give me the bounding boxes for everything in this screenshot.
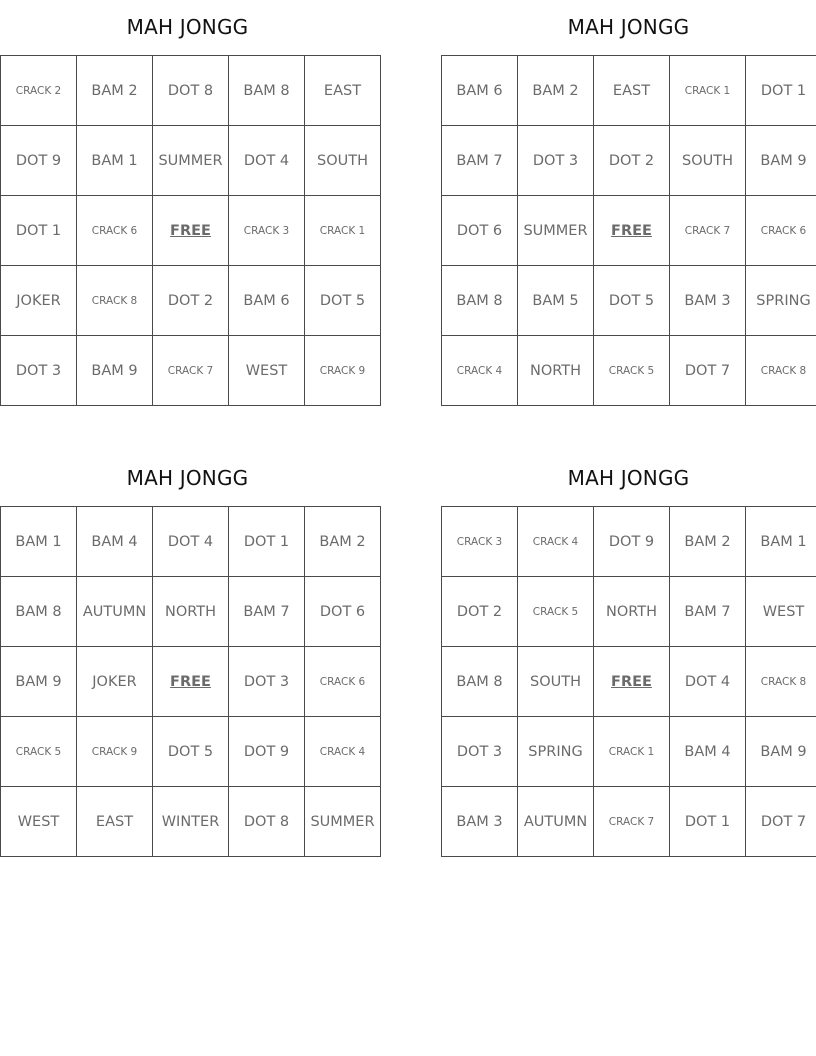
tile-cell: DOT 6 xyxy=(442,196,518,266)
tile-cell: NORTH xyxy=(153,577,229,647)
tile-cell: DOT 1 xyxy=(1,196,77,266)
tile-cell: SOUTH xyxy=(518,647,594,717)
tile-cell: DOT 5 xyxy=(153,717,229,787)
tile-cell: BAM 2 xyxy=(518,56,594,126)
tile-cell: CRACK 1 xyxy=(670,56,746,126)
tile-cell: BAM 9 xyxy=(746,717,816,787)
card-row xyxy=(1,577,381,647)
card-title: MAH JONGG xyxy=(567,15,690,39)
tile-cell: DOT 5 xyxy=(594,266,670,336)
card-grid xyxy=(0,55,381,406)
tile-cell: BAM 2 xyxy=(305,507,381,577)
tile-cell: CRACK 9 xyxy=(77,717,153,787)
tile-cell: DOT 8 xyxy=(153,56,229,126)
tile-cell: DOT 9 xyxy=(1,126,77,196)
tile-cell: SUMMER xyxy=(153,126,229,196)
tile-cell: CRACK 5 xyxy=(594,336,670,406)
tile-cell: DOT 7 xyxy=(746,787,816,857)
tile-cell: CRACK 3 xyxy=(229,196,305,266)
card-row xyxy=(1,787,381,857)
tile-cell: CRACK 8 xyxy=(746,647,816,717)
card-row xyxy=(1,196,381,266)
tile-cell: DOT 9 xyxy=(594,507,670,577)
tile-cell: CRACK 4 xyxy=(442,336,518,406)
tile-cell: BAM 2 xyxy=(670,507,746,577)
card-row xyxy=(1,507,381,577)
tile-cell: BAM 2 xyxy=(77,56,153,126)
tile-cell: DOT 1 xyxy=(746,56,816,126)
tile-cell: DOT 2 xyxy=(594,126,670,196)
tile-cell: CRACK 4 xyxy=(305,717,381,787)
tile-cell: DOT 3 xyxy=(229,647,305,717)
card-row xyxy=(1,56,381,126)
free-space-cell: FREE xyxy=(153,647,229,717)
tile-cell: WEST xyxy=(229,336,305,406)
tile-cell: DOT 1 xyxy=(229,507,305,577)
tile-cell: CRACK 7 xyxy=(670,196,746,266)
tile-cell: DOT 7 xyxy=(670,336,746,406)
tile-cell: NORTH xyxy=(518,336,594,406)
tile-cell: BAM 4 xyxy=(77,507,153,577)
tile-cell: DOT 3 xyxy=(1,336,77,406)
card-title: MAH JONGG xyxy=(567,466,690,490)
tile-cell: CRACK 7 xyxy=(153,336,229,406)
tile-cell: DOT 4 xyxy=(153,507,229,577)
card-row xyxy=(1,647,381,717)
tile-cell: SOUTH xyxy=(670,126,746,196)
tile-cell: BAM 3 xyxy=(670,266,746,336)
card-row xyxy=(442,717,816,787)
tile-cell: CRACK 1 xyxy=(594,717,670,787)
tile-cell: BAM 7 xyxy=(229,577,305,647)
tile-cell: BAM 1 xyxy=(1,507,77,577)
tile-cell: JOKER xyxy=(77,647,153,717)
card-row xyxy=(442,647,816,717)
tile-cell: DOT 3 xyxy=(518,126,594,196)
tile-cell: CRACK 9 xyxy=(305,336,381,406)
card-row xyxy=(442,266,816,336)
tile-cell: DOT 6 xyxy=(305,577,381,647)
tile-cell: BAM 8 xyxy=(442,647,518,717)
tile-cell: SUMMER xyxy=(305,787,381,857)
tile-cell: BAM 4 xyxy=(670,717,746,787)
tile-cell: AUTUMN xyxy=(518,787,594,857)
tile-cell: NORTH xyxy=(594,577,670,647)
card-grid xyxy=(441,506,816,857)
tile-cell: DOT 5 xyxy=(305,266,381,336)
card-row xyxy=(442,196,816,266)
tile-cell: WEST xyxy=(1,787,77,857)
tile-cell: BAM 6 xyxy=(229,266,305,336)
tile-cell: CRACK 8 xyxy=(77,266,153,336)
tile-cell: DOT 8 xyxy=(229,787,305,857)
tile-cell: CRACK 6 xyxy=(305,647,381,717)
card-row xyxy=(1,717,381,787)
tile-cell: AUTUMN xyxy=(77,577,153,647)
tile-cell: CRACK 3 xyxy=(442,507,518,577)
tile-cell: SPRING xyxy=(746,266,816,336)
tile-cell: DOT 4 xyxy=(229,126,305,196)
tile-cell: BAM 6 xyxy=(442,56,518,126)
card-row xyxy=(1,266,381,336)
tile-cell: BAM 9 xyxy=(77,336,153,406)
tile-cell: BAM 3 xyxy=(442,787,518,857)
free-space-cell: FREE xyxy=(594,196,670,266)
tile-cell: CRACK 6 xyxy=(77,196,153,266)
tile-cell: BAM 9 xyxy=(746,126,816,196)
tile-cell: CRACK 8 xyxy=(746,336,816,406)
card-row xyxy=(442,787,816,857)
card-row xyxy=(1,336,381,406)
card-row xyxy=(442,126,816,196)
tile-cell: SPRING xyxy=(518,717,594,787)
tile-cell: CRACK 2 xyxy=(1,56,77,126)
card-grid xyxy=(0,506,381,857)
tile-cell: DOT 1 xyxy=(670,787,746,857)
tile-cell: CRACK 6 xyxy=(746,196,816,266)
free-space-cell: FREE xyxy=(153,196,229,266)
tile-cell: CRACK 1 xyxy=(305,196,381,266)
tile-cell: DOT 3 xyxy=(442,717,518,787)
tile-cell: EAST xyxy=(594,56,670,126)
tile-cell: DOT 9 xyxy=(229,717,305,787)
tile-cell: BAM 7 xyxy=(670,577,746,647)
card-title: MAH JONGG xyxy=(126,15,249,39)
tile-cell: BAM 8 xyxy=(442,266,518,336)
tile-cell: CRACK 7 xyxy=(594,787,670,857)
tile-cell: EAST xyxy=(305,56,381,126)
card-row xyxy=(442,336,816,406)
tile-cell: JOKER xyxy=(1,266,77,336)
tile-cell: BAM 5 xyxy=(518,266,594,336)
tile-cell: BAM 7 xyxy=(442,126,518,196)
card-row xyxy=(1,126,381,196)
tile-cell: DOT 4 xyxy=(670,647,746,717)
tile-cell: SUMMER xyxy=(518,196,594,266)
tile-cell: CRACK 5 xyxy=(518,577,594,647)
tile-cell: EAST xyxy=(77,787,153,857)
tile-cell: CRACK 5 xyxy=(1,717,77,787)
tile-cell: BAM 8 xyxy=(1,577,77,647)
card-row xyxy=(442,507,816,577)
tile-cell: BAM 1 xyxy=(77,126,153,196)
card-row xyxy=(442,56,816,126)
tile-cell: BAM 9 xyxy=(1,647,77,717)
card-row xyxy=(442,577,816,647)
tile-cell: BAM 1 xyxy=(746,507,816,577)
tile-cell: DOT 2 xyxy=(442,577,518,647)
tile-cell: DOT 2 xyxy=(153,266,229,336)
free-space-cell: FREE xyxy=(594,647,670,717)
card-title: MAH JONGG xyxy=(126,466,249,490)
tile-cell: BAM 8 xyxy=(229,56,305,126)
tile-cell: CRACK 4 xyxy=(518,507,594,577)
tile-cell: WEST xyxy=(746,577,816,647)
card-grid xyxy=(441,55,816,406)
tile-cell: WINTER xyxy=(153,787,229,857)
tile-cell: SOUTH xyxy=(305,126,381,196)
